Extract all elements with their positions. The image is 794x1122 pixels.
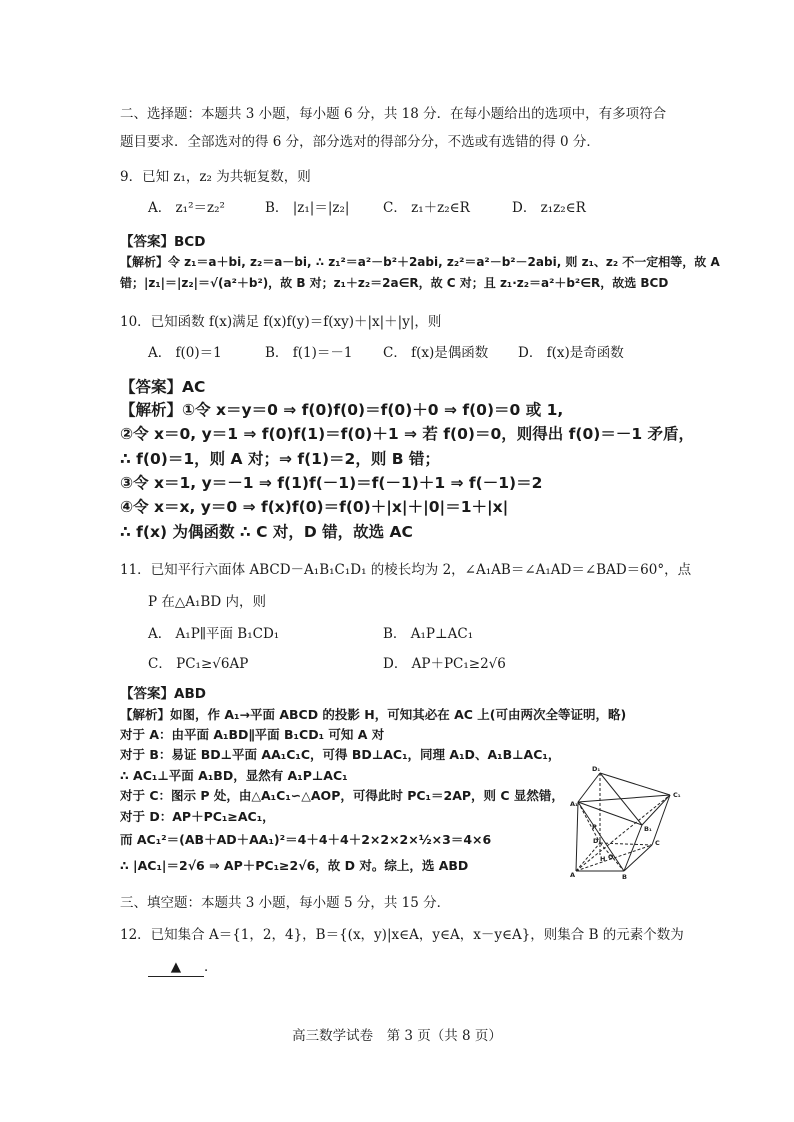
section2-heading-line2: 题目要求．全部选对的得 6 分，部分选对的得部分分，不选或有选错的得 0 分．	[120, 134, 600, 150]
q11-analysis-line6: 对于 D：AP＋PC₁≥AC₁，	[120, 809, 275, 824]
q10-analysis-line1: 【解析】①令 x＝y＝0 ⇒ f(0)f(0)＝f(0)＋0 ⇒ f(0)＝0 或 1,	[120, 401, 564, 419]
section3-heading: 三、填空题：本题共 3 小题，每小题 5 分，共 15 分．	[120, 895, 451, 911]
q11-analysis-line4: ∴ AC₁⊥平面 A₁BD，显然有 A₁P⊥AC₁	[120, 768, 348, 783]
label-b1: B₁	[644, 825, 652, 833]
q12-answer-blank	[148, 958, 218, 977]
label-c: C	[655, 839, 660, 847]
label-d: D	[593, 837, 599, 845]
label-b: B	[622, 873, 627, 880]
q10-option-d: D． f(x)是奇函数	[518, 345, 624, 361]
q11-option-d: D． AP＋PC₁≥2√6	[383, 656, 506, 672]
q11-analysis-line1: 【解析】如图，作 A₁→平面 ABCD 的投影 H，可知其必在 AC 上(可由两次全等证明，略)	[120, 707, 627, 722]
q11-stem-line2: P 在△A₁BD 内，则	[148, 594, 266, 610]
q9-analysis-line2: 错；|z₁|＝|z₂|＝√(a²＋b²)，故 B 对；z₁＋z₂＝2a∈R，故 C 对；且 z₁·z₂＝a²＋b²∈R，故选 BCD	[120, 276, 669, 290]
label-a: A	[570, 871, 576, 879]
label-p: P	[592, 823, 597, 831]
label-c1: C₁	[673, 791, 681, 799]
label-o: O	[608, 853, 614, 861]
q9-analysis-line1: 【解析】令 z₁＝a＋bi, z₂＝a－bi, ∴ z₁²＝a²－b²＋2abi, z₂²＝a²－b²－2abi, 则 z₁、z₂ 不一定相等，故 A	[120, 255, 720, 269]
q10-answer: 【答案】AC	[120, 378, 206, 396]
section2-heading-line1: 二、选择题：本题共 3 小题，每小题 6 分，共 18 分．在每小题给出的选项中，有多项符合	[120, 106, 667, 122]
q9-option-d: D． z₁z₂∈R	[512, 200, 586, 216]
q9-answer: 【答案】BCD	[120, 234, 206, 250]
edge-c-c1	[652, 795, 670, 845]
q10-analysis-line3: ∴ f(0)＝1，则 A 对；⇒ f(1)＝2，则 B 错；	[120, 450, 440, 468]
edge-b-b1	[624, 825, 642, 871]
q11-stem-line1: 11．已知平行六面体 ABCD－A₁B₁C₁D₁ 的棱长均为 2，∠A₁AB＝∠A₁AD＝∠BAD＝60°，点	[120, 562, 692, 578]
q10-option-b: B． f(1)＝－1	[265, 345, 353, 361]
q10-analysis-line2: ②令 x＝0, y＝1 ⇒ f(0)f(1)＝f(0)＋1 ⇒ 若 f(0)＝0，则得出 f(0)＝－1 矛盾，	[120, 425, 695, 443]
q10-stem: 10．已知函数 f(x)满足 f(x)f(y)＝f(xy)＋|x|＋|y|，则	[120, 314, 442, 330]
label-h: H	[600, 855, 606, 863]
edge-b1-c1	[642, 795, 670, 825]
q12-stem: 12．已知集合 A＝{1，2，4}，B＝{(x，y)|x∈A，y∈A，x－y∈A}，则集合 B 的元素个数为	[120, 927, 684, 943]
diag-a1-c1	[578, 795, 670, 802]
q12-blank-line[interactable]	[148, 958, 204, 977]
parallelepiped-figure	[570, 765, 685, 880]
q11-option-b: B． A₁P⊥AC₁	[383, 626, 474, 642]
q10-analysis-line6: ∴ f(x) 为偶函数 ∴ C 对，D 错，故选 AC	[120, 523, 413, 541]
q9-option-b: B． |z₁|＝|z₂|	[265, 200, 350, 216]
q9-option-c: C． z₁＋z₂∈R	[383, 200, 470, 216]
q11-analysis-line8: ∴ |AC₁|＝2√6 ⇒ AP＋PC₁≥2√6，故 D 对。综上，选 ABD	[120, 858, 469, 873]
q12-blank-symbol: ▲	[170, 959, 182, 975]
q12-blank-suffix: ．	[204, 959, 218, 975]
label-d1: D₁	[592, 765, 601, 773]
q10-analysis-line4: ③令 x＝1, y＝－1 ⇒ f(1)f(－1)＝f(－1)＋1 ⇒ f(－1)＝2	[120, 474, 543, 492]
edge-a1-d1	[578, 773, 600, 802]
q11-analysis-line2: 对于 A：由平面 A₁BD∥平面 B₁CD₁ 可知 A 对	[120, 727, 385, 742]
edge-d1-c1	[600, 773, 670, 795]
q11-answer: 【答案】ABD	[120, 686, 206, 702]
page-footer: 高三数学试卷 第 3 页（共 8 页）	[292, 1028, 502, 1044]
label-a1: A₁	[570, 800, 578, 808]
q11-option-c: C． PC₁≥√6AP	[148, 656, 249, 672]
q11-analysis-line7: 而 AC₁²＝(AB＋AD＋AA₁)²＝4＋4＋4＋2×2×2×½×3＝4×6	[120, 832, 492, 847]
q11-option-a: A． A₁P∥平面 B₁CD₁	[148, 626, 280, 642]
q11-analysis-line5: 对于 C：图示 P 处，由△A₁C₁∽△AOP，可得此时 PC₁＝2AP，则 C 显然错，	[120, 788, 564, 803]
q10-option-c: C． f(x)是偶函数	[383, 345, 489, 361]
q9-stem: 9．已知 z₁，z₂ 为共轭复数，则	[120, 169, 311, 185]
edge-a-a1	[576, 802, 578, 871]
q11-analysis-line3: 对于 B：易证 BD⊥平面 AA₁C₁C，可得 BD⊥AC₁，同理 A₁D、A₁B⊥AC₁，	[120, 747, 561, 762]
edge-b-c	[624, 845, 652, 871]
q9-option-a: A． z₁²＝z₂²	[148, 200, 225, 216]
q10-option-a: A． f(0)＝1	[148, 345, 222, 361]
q10-analysis-line5: ④令 x＝x, y＝0 ⇒ f(x)f(0)＝f(0)＋|x|＋|0|＝1＋|x|	[120, 498, 509, 516]
